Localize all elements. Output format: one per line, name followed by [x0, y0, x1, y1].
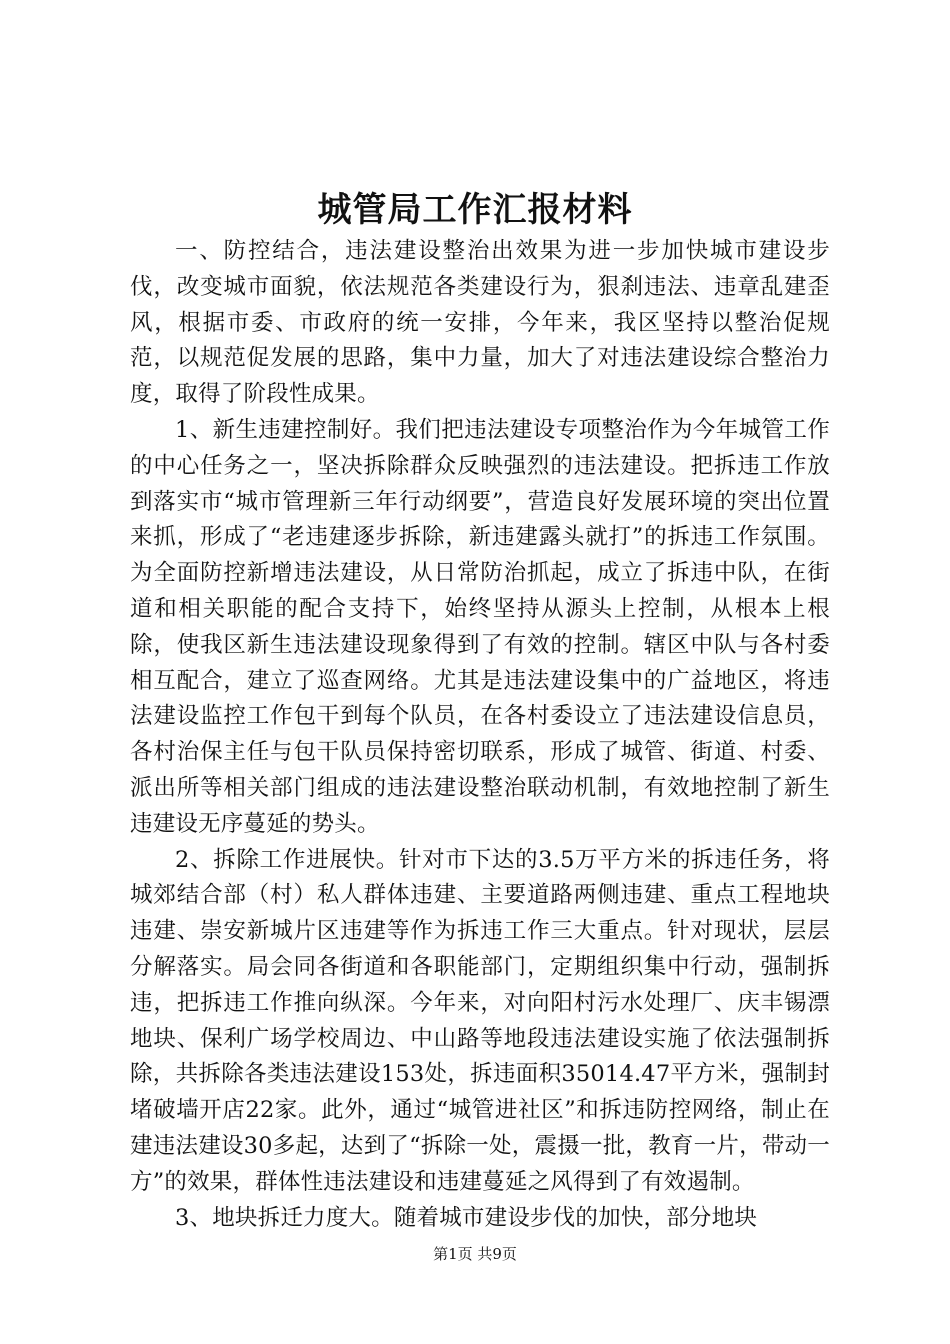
document-title: 城管局工作汇报材料 — [317, 190, 633, 230]
page-total: 共9页 — [477, 1245, 517, 1263]
page-number: 第1页 — [433, 1245, 473, 1263]
paragraph-intro: 一、防控结合，违法建设整治出效果为进一步加快城市建设步伐，改变城市面貌，依法规范各类建设行为，狠刹违法、违章乱建歪风，根据市委、市政府的统一安排，今年来，我区坚持以整治促规范，以规范促发展的思路，集中力量，加大了对违法建设综合整治力度，取得了阶段性成果。 — [130, 238, 830, 408]
paragraph-item-1: 1、新生违建控制好。我们把违法建设专项整治作为今年城管工作的中心任务之一，坚决拆除群众反映强烈的违法建设。把拆违工作放到落实市“城市管理新三年行动纲要”，营造良好发展环境的突出位置来抓，形成了“老违建逐步拆除，新违建露头就打”的拆违工作氛围。为全面防控新增违法建设，从日常防治抓起，成立了拆违中队，在街道和相关职能的配合支持下，始终坚持从源头上控制，从根本上根除，使我区新生违法建设现象得到了有效的控制。辖区中队与各村委相互配合，建立了巡查网络。尤其是违法建设集中的广益地区，将违法建设监控工作包干到每个队员，在各村委设立了违法建设信息员，各村治保主任与包干队员保持密切联系，形成了城管、街道、村委、派出所等相关部门组成的违法建设整治联动机制，有效地控制了新生违建设无序蔓延的势头。 — [130, 416, 830, 837]
document-body — [130, 234, 830, 1236]
page-footer — [0, 1244, 950, 1264]
paragraph-item-3: 3、地块拆迁力度大。随着城市建设步伐的加快，部分地块 — [175, 1204, 758, 1231]
paragraph-item-2: 2、拆除工作进展快。针对市下达的3.5万平方米的拆违任务，将城郊结合部（村）私人群体违建、主要道路两侧违建、重点工程地块违建、崇安新城片区违建等作为拆违工作三大重点。针对现状，层层分解落实。局会同各街道和各职能部门，定期组织集中行动，强制拆违，把拆违工作推向纵深。今年来，对向阳村污水处理厂、庆丰锡漂地块、保利广场学校周边、中山路等地段违法建设实施了依法强制拆除，共拆除各类违法建设153处，拆违面积35014.47平方米，强制封堵破墙开店22家。此外，通过“城管进社区”和拆违防控网络，制止在建违法建设30多起，达到了“拆除一处，震摄一批，教育一片，带动一方”的效果，群体性违法建设和违建蔓延之风得到了有效遏制。 — [130, 846, 830, 1195]
